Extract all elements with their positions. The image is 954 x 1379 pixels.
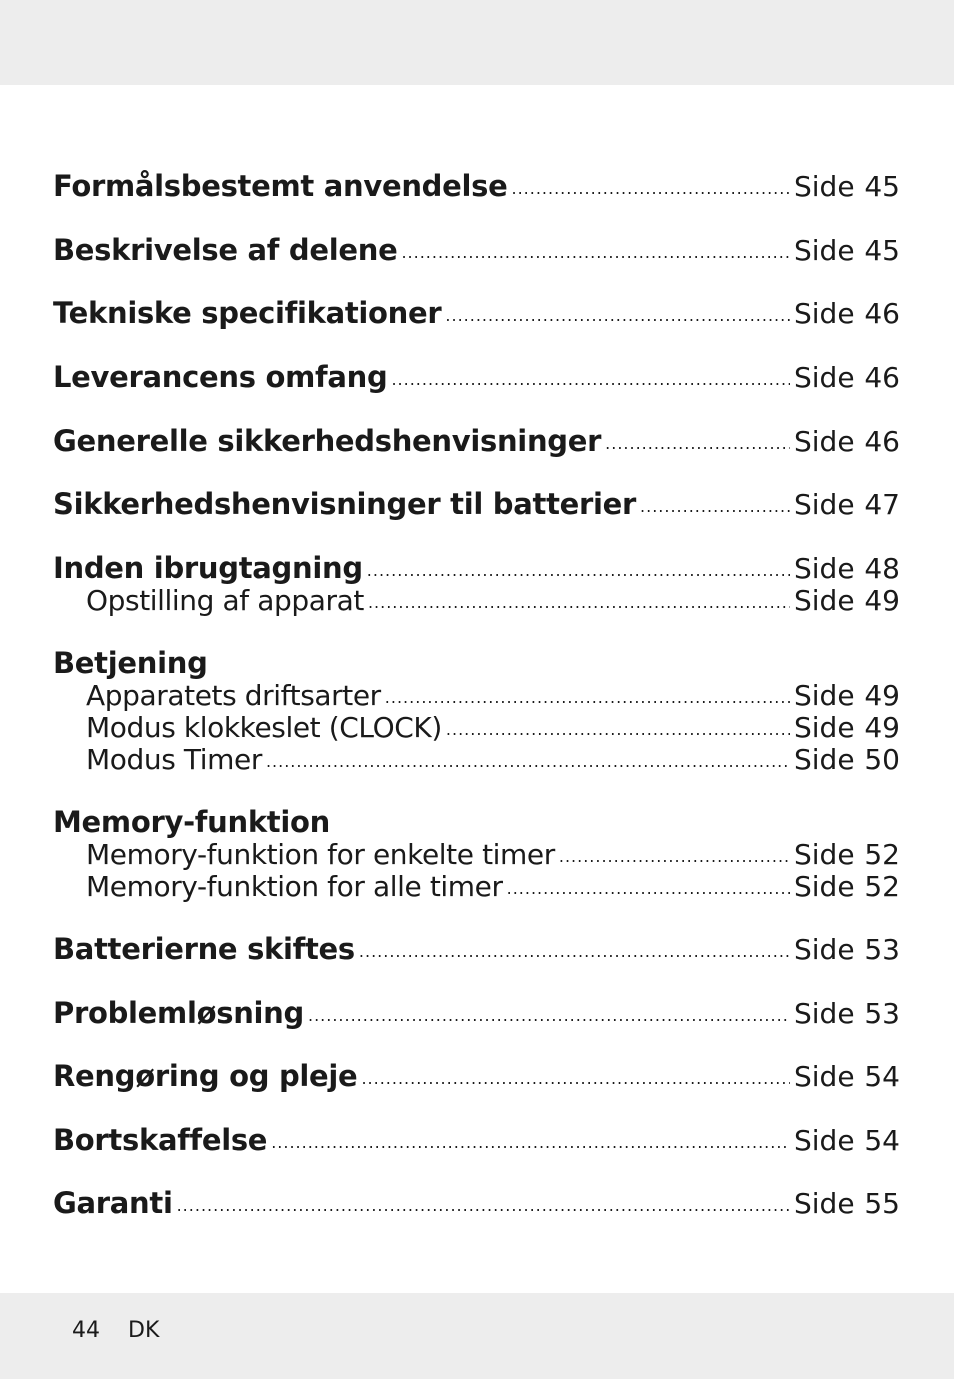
toc-entry-title: Formålsbestemt anvendelse <box>53 169 508 203</box>
toc-subentry-opstilling-af-apparat[interactable] <box>86 575 900 615</box>
toc-entry-title: Memory-funktion for enkelte timer <box>86 838 555 871</box>
toc-entry-generelle-sikkerhedshenvisninger[interactable] <box>53 416 900 456</box>
toc-side-label: Side <box>794 711 855 744</box>
toc-page-number: 52 <box>864 870 900 903</box>
toc-page-number: 47 <box>864 488 900 521</box>
toc-page-number: 46 <box>864 425 900 458</box>
dot-leader <box>640 499 790 515</box>
dot-leader <box>401 245 790 261</box>
toc-page-number: 54 <box>864 1124 900 1157</box>
toc-entry-title: Modus Timer <box>86 743 262 776</box>
toc-entry-title: Bortskaffelse <box>53 1123 268 1157</box>
toc-entry-title: Beskrivelse af delene <box>53 233 398 267</box>
toc-entry-title: Sikkerhedshenvisninger til batterier <box>53 487 637 521</box>
toc-page-number: 48 <box>864 552 900 585</box>
toc-entry-title: Leverancens omfang <box>53 360 388 394</box>
toc-entry-sikkerhedshenvisninger-til-batterier[interactable] <box>53 479 900 519</box>
toc-entry-title: Inden ibrugtagning <box>53 551 363 585</box>
toc-side-label: Side <box>794 1124 855 1157</box>
toc-page-number: 54 <box>864 1060 900 1093</box>
toc-side-label: Side <box>794 1060 855 1093</box>
toc-side-label: Side <box>794 234 855 267</box>
toc-side-label: Side <box>794 170 855 203</box>
toc-side-label: Side <box>794 870 855 903</box>
toc-page-number: 52 <box>864 838 900 871</box>
toc-side-label: Side <box>794 1187 855 1220</box>
dot-leader <box>368 595 790 611</box>
toc-side-label: Side <box>794 361 855 394</box>
toc-side-label: Side <box>794 838 855 871</box>
dot-leader <box>507 881 790 897</box>
toc-entry-title: Modus klokkeslet (CLOCK) <box>86 711 442 744</box>
toc-side-label: Side <box>794 743 855 776</box>
toc-entry-title: Opstilling af apparat <box>86 584 364 617</box>
toc-side-label: Side <box>794 679 855 712</box>
dot-leader <box>177 1198 790 1214</box>
toc-page-number: 49 <box>864 584 900 617</box>
toc-entry-title: Memory-funktion for alle timer <box>86 870 503 903</box>
toc-heading-memory-funktion: Memory-funktion <box>53 805 330 839</box>
toc-page-number: 49 <box>864 711 900 744</box>
dot-leader <box>361 1071 790 1087</box>
dot-leader <box>511 181 790 197</box>
footer-language-code: DK <box>128 1318 160 1343</box>
toc-side-label: Side <box>794 584 855 617</box>
dot-leader <box>391 372 790 388</box>
toc-entry-problemlosning[interactable] <box>53 988 900 1028</box>
toc-side-label: Side <box>794 552 855 585</box>
dot-leader <box>266 754 790 770</box>
toc-entry-batterierne-skiftes[interactable] <box>53 924 900 964</box>
toc-entry-title: Tekniske specifikationer <box>53 296 442 330</box>
dot-leader <box>605 436 790 452</box>
toc-page-number: 46 <box>864 361 900 394</box>
toc-entry-bortskaffelse[interactable] <box>53 1115 900 1155</box>
toc-heading-betjening: Betjening <box>53 646 208 680</box>
toc-subentry-modus-timer[interactable] <box>86 734 900 774</box>
toc-side-label: Side <box>794 425 855 458</box>
toc-entry-title: Generelle sikkerhedshenvisninger <box>53 424 602 458</box>
toc-entry-tekniske-specifikationer[interactable] <box>53 288 900 328</box>
toc-page-number: 46 <box>864 297 900 330</box>
toc-entry-formalsbestemt-anvendelse[interactable] <box>53 161 900 201</box>
toc-page-number: 55 <box>864 1187 900 1220</box>
toc-page-number: 53 <box>864 997 900 1030</box>
toc-side-label: Side <box>794 933 855 966</box>
dot-leader <box>445 308 790 324</box>
toc-page-number: 53 <box>864 933 900 966</box>
dot-leader <box>308 1008 790 1024</box>
toc-page-number: 50 <box>864 743 900 776</box>
footer-page-number: 44 <box>72 1318 100 1343</box>
toc-entry-title: Rengøring og pleje <box>53 1059 358 1093</box>
toc-page-number: 49 <box>864 679 900 712</box>
toc-side-label: Side <box>794 488 855 521</box>
toc-entry-rengoring-og-pleje[interactable] <box>53 1051 900 1091</box>
toc-subentry-memory-alle-timer[interactable] <box>86 861 900 901</box>
toc-entry-title: Garanti <box>53 1186 173 1220</box>
toc-entry-title: Batterierne skiftes <box>53 932 355 966</box>
toc-entry-title: Problemløsning <box>53 996 304 1030</box>
toc-side-label: Side <box>794 297 855 330</box>
toc-entry-title: Apparatets driftsarter <box>86 679 381 712</box>
header-band <box>0 0 954 85</box>
dot-leader <box>271 1135 790 1151</box>
toc-page-number: 45 <box>864 170 900 203</box>
toc-side-label: Side <box>794 997 855 1030</box>
toc-entry-beskrivelse-af-delene[interactable] <box>53 225 900 265</box>
dot-leader <box>359 944 790 960</box>
toc-page-number: 45 <box>864 234 900 267</box>
toc-entry-leverancens-omfang[interactable] <box>53 352 900 392</box>
toc-entry-garanti[interactable] <box>53 1178 900 1218</box>
